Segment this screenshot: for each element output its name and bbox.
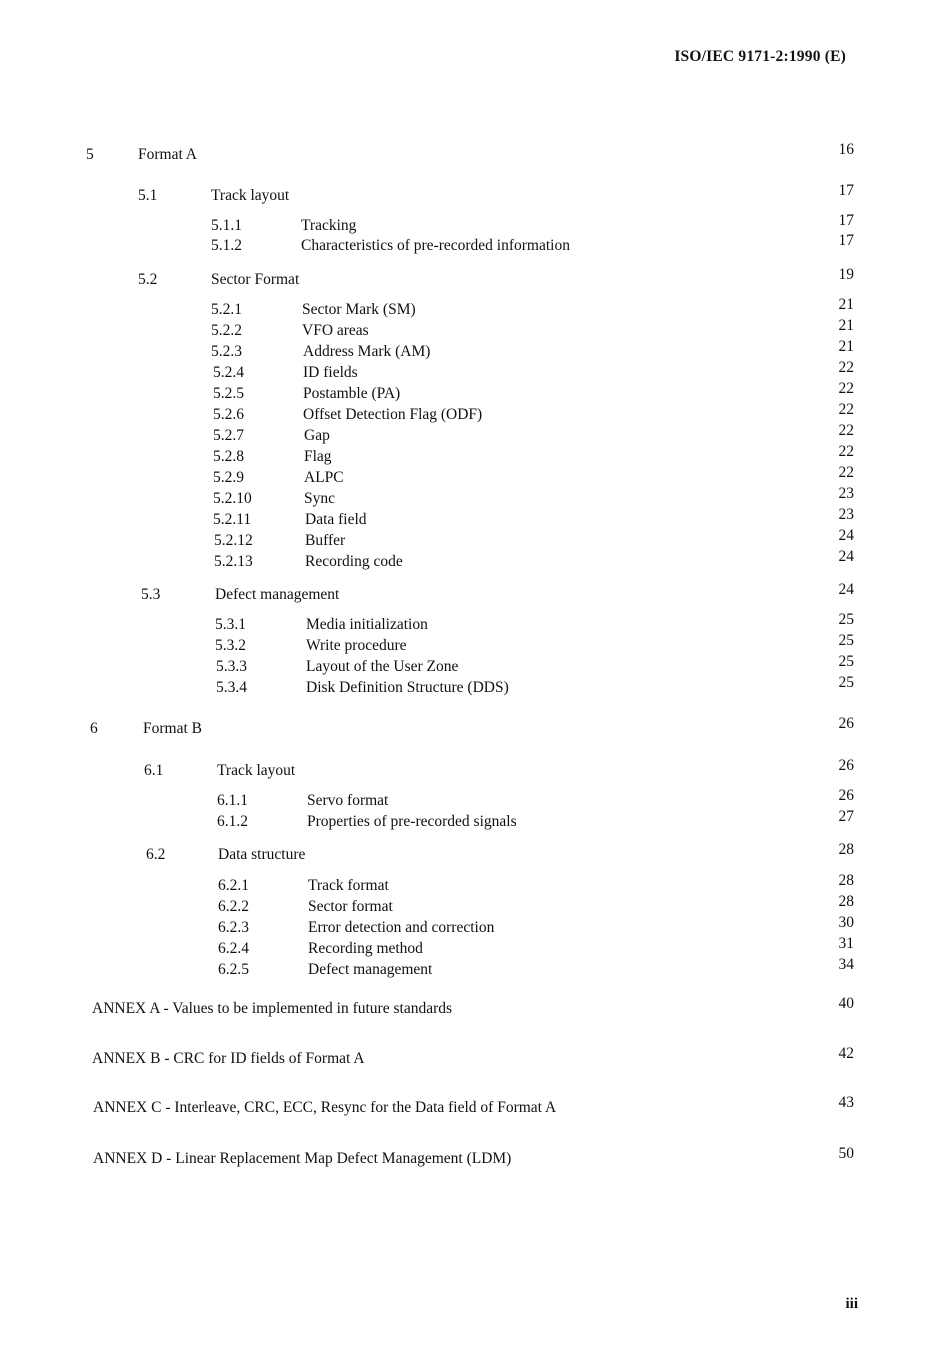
document-header: ISO/IEC 9171-2:1990 (E) (674, 48, 846, 65)
toc-entry[interactable] (0, 464, 950, 489)
toc-entry-title: Data field (305, 511, 367, 528)
toc-entry-page: 28 (838, 893, 854, 910)
toc-entry-page: 24 (838, 548, 854, 565)
toc-entry-page: 25 (838, 632, 854, 649)
toc-entry-number: 6 (90, 720, 98, 737)
toc-entry-title: Characteristics of pre-recorded information (301, 237, 570, 254)
toc-entry-number: 5.2.2 (211, 322, 242, 339)
toc-entry-title: Buffer (305, 532, 346, 549)
toc-entry-title: Layout of the User Zone (306, 658, 459, 675)
toc-entry-title: Format B (143, 720, 202, 737)
toc-entry-page: 23 (838, 506, 854, 523)
toc-entry-number: 6.2.1 (218, 877, 249, 894)
toc-entry-page: 25 (838, 611, 854, 628)
toc-entry-page: 28 (838, 841, 854, 858)
toc-entry-title: Format A (138, 146, 197, 163)
toc-entry-number: 6.1.2 (217, 813, 248, 830)
toc-entry-title: VFO areas (302, 322, 369, 339)
toc-entry[interactable] (0, 338, 950, 363)
toc-entry-number: 6.2.3 (218, 919, 249, 936)
toc-entry-number: 5.2.11 (213, 511, 252, 528)
annex-title: ANNEX B - CRC for ID fields of Format A (92, 1050, 365, 1067)
toc-entry[interactable] (0, 422, 950, 447)
toc-entry-page: 22 (838, 422, 854, 439)
toc-entry[interactable] (0, 632, 950, 657)
toc-entry-title: Flag (304, 448, 332, 465)
toc-entry-title: ID fields (303, 364, 358, 381)
toc-entry-page: 21 (838, 338, 854, 355)
toc-entry[interactable] (0, 182, 950, 207)
toc-entry-title: Postamble (PA) (303, 385, 401, 402)
toc-entry[interactable] (0, 808, 950, 833)
toc-entry-number: 5.2.3 (211, 343, 242, 360)
toc-entry-title: Properties of pre-recorded signals (307, 813, 517, 830)
toc-entry-title: Recording method (308, 940, 423, 957)
toc-entry[interactable] (0, 317, 950, 342)
toc-entry[interactable] (0, 956, 950, 981)
toc-entry-page: 21 (838, 317, 854, 334)
toc-entry-number: 5.2 (138, 271, 158, 288)
toc-entry-page: 23 (838, 485, 854, 502)
toc-entry[interactable] (0, 611, 950, 636)
toc-entry-page: 25 (838, 653, 854, 670)
toc-entry-number: 5.2.1 (211, 301, 242, 318)
toc-entry-title: Sector Format (211, 271, 300, 288)
toc-entry[interactable] (0, 715, 950, 740)
toc-entry-number: 5.3.2 (215, 637, 246, 654)
toc-entry-number: 5 (86, 146, 94, 163)
toc-entry-number: 5.2.12 (214, 532, 253, 549)
toc-entry-number: 5.2.8 (213, 448, 244, 465)
toc-entry[interactable] (0, 212, 950, 237)
toc-entry[interactable] (0, 935, 950, 960)
toc-entry[interactable] (0, 141, 950, 166)
annex-page: 43 (838, 1094, 854, 1111)
toc-entry-number: 5.2.6 (213, 406, 244, 423)
toc-entry[interactable] (0, 872, 950, 897)
toc-entry[interactable] (0, 893, 950, 918)
toc-entry[interactable] (0, 401, 950, 426)
toc-entry-title: Sector format (308, 898, 393, 915)
annex-title: ANNEX A - Values to be implemented in future standards (92, 1000, 453, 1017)
toc-entry-page: 17 (838, 232, 854, 249)
toc-entry-number: 5.1 (138, 187, 158, 204)
annex-entry[interactable] (0, 995, 950, 1020)
toc-entry[interactable] (0, 266, 950, 291)
annex-entry[interactable] (0, 1145, 950, 1170)
toc-entry-title: Offset Detection Flag (ODF) (303, 406, 483, 423)
toc-entry[interactable] (0, 359, 950, 384)
toc-entry-title: Sector Mark (SM) (302, 301, 416, 318)
toc-entry-title: Write procedure (306, 637, 407, 654)
toc-entry-page: 22 (838, 359, 854, 376)
annex-title: ANNEX C - Interleave, CRC, ECC, Resync for the Data field of Format A (93, 1099, 557, 1116)
toc-entry-page: 19 (838, 266, 854, 283)
toc-entry-page: 26 (838, 787, 854, 804)
toc-entry[interactable] (0, 443, 950, 468)
toc-entry[interactable] (0, 485, 950, 510)
toc-entry-number: 5.2.7 (213, 427, 244, 444)
toc-entry-title: Disk Definition Structure (DDS) (306, 679, 509, 696)
toc-entry-title: Defect management (215, 586, 340, 603)
toc-entry-title: Data structure (218, 846, 306, 863)
toc-entry[interactable] (0, 506, 950, 531)
toc-entry-title: Servo format (307, 792, 389, 809)
toc-entry-page: 24 (838, 527, 854, 544)
toc-entry-number: 5.3.1 (215, 616, 246, 633)
toc-entry-page: 26 (838, 715, 854, 732)
toc-entry-number: 5.2.5 (213, 385, 244, 402)
toc-entry-page: 30 (838, 914, 854, 931)
toc-entry-page: 22 (838, 401, 854, 418)
annex-page: 50 (838, 1145, 854, 1162)
toc-entry[interactable] (0, 674, 950, 699)
toc-entry[interactable] (0, 787, 950, 812)
toc-entry-page: 22 (838, 380, 854, 397)
annex-page: 40 (838, 995, 854, 1012)
toc-entry-number: 5.2.9 (213, 469, 244, 486)
toc-entry-number: 5.2.4 (213, 364, 244, 381)
toc-entry[interactable] (0, 527, 950, 552)
toc-entry[interactable] (0, 757, 950, 782)
toc-entry-page: 34 (838, 956, 854, 973)
toc-entry-number: 5.3.3 (216, 658, 247, 675)
toc-entry-title: Address Mark (AM) (303, 343, 431, 360)
toc-entry-title: Track layout (211, 187, 290, 204)
toc-entry-title: Defect management (308, 961, 433, 978)
toc-entry-number: 5.2.10 (213, 490, 252, 507)
toc-entry-page: 16 (838, 141, 854, 158)
toc-entry-title: Tracking (301, 217, 357, 234)
toc-entry-number: 5.1.2 (211, 237, 242, 254)
toc-entry-number: 5.2.13 (214, 553, 253, 570)
toc-entry[interactable] (0, 914, 950, 939)
toc-entry-number: 6.1 (144, 762, 164, 779)
toc-entry-page: 17 (838, 212, 854, 229)
toc-entry-page: 22 (838, 443, 854, 460)
annex-entry[interactable] (0, 1045, 950, 1070)
toc-entry[interactable] (0, 653, 950, 678)
toc-entry-page: 24 (838, 581, 854, 598)
annex-entry[interactable] (0, 1094, 950, 1119)
toc-entry-title: Media initialization (306, 616, 428, 633)
toc-entry[interactable] (0, 581, 950, 606)
toc-entry-page: 28 (838, 872, 854, 889)
toc-entry-page: 25 (838, 674, 854, 691)
toc-entry-number: 6.2.2 (218, 898, 249, 915)
annex-title: ANNEX D - Linear Replacement Map Defect Management (LDM) (93, 1150, 512, 1167)
toc-entry-title: Error detection and correction (308, 919, 495, 936)
toc-entry-number: 6.1.1 (217, 792, 248, 809)
toc-entry-number: 5.1.1 (211, 217, 242, 234)
toc-entry-title: Track format (308, 877, 389, 894)
toc-entry-title: Recording code (305, 553, 403, 570)
toc-entry[interactable] (0, 380, 950, 405)
toc-entry-page: 31 (838, 935, 854, 952)
toc-entry-title: Gap (304, 427, 330, 444)
toc-entry[interactable] (0, 296, 950, 321)
toc-entry-page: 22 (838, 464, 854, 481)
toc-entry[interactable] (0, 548, 950, 573)
toc-entry-number: 6.2.4 (218, 940, 249, 957)
toc-entry[interactable] (0, 232, 950, 257)
toc-entry[interactable] (0, 841, 950, 866)
toc-entry-title: ALPC (304, 469, 344, 486)
toc-entry-page: 21 (838, 296, 854, 313)
toc-entry-page: 26 (838, 757, 854, 774)
toc-entry-page: 27 (838, 808, 854, 825)
annex-page: 42 (838, 1045, 854, 1062)
toc-entry-title: Track layout (217, 762, 296, 779)
toc-entry-number: 6.2.5 (218, 961, 249, 978)
toc-entry-page: 17 (838, 182, 854, 199)
toc-entry-title: Sync (304, 490, 335, 507)
toc-entry-number: 5.3.4 (216, 679, 247, 696)
toc-entry-number: 5.3 (141, 586, 161, 603)
page-number: iii (845, 1296, 858, 1312)
toc-entry-number: 6.2 (146, 846, 166, 863)
